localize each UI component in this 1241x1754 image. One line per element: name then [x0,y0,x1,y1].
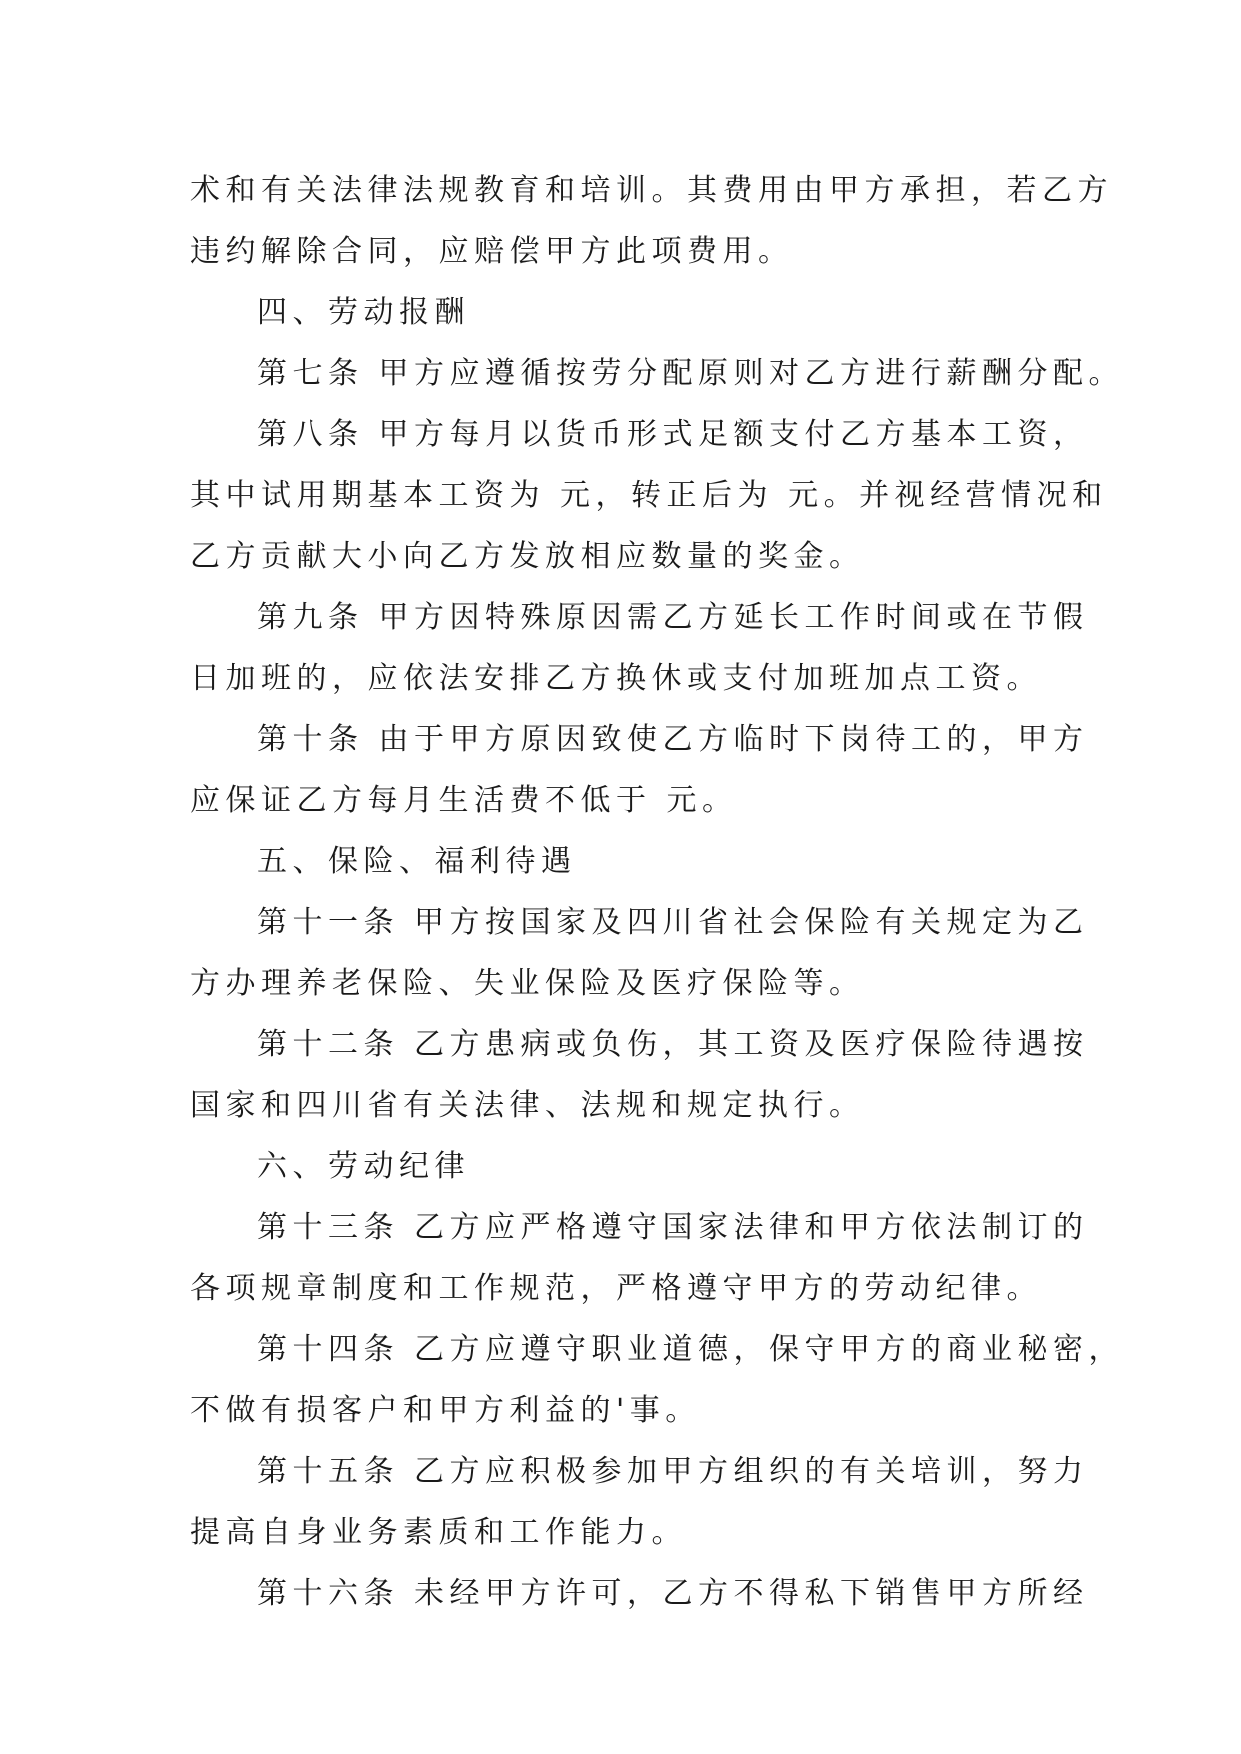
section-heading: 四、劳动报酬 [257,295,470,330]
article-line: 第八条 甲方每月以货币形式足额支付乙方基本工资， [257,417,1089,452]
text-line: 违约解除合同，应赔偿甲方此项费用。 [190,234,794,269]
section-heading: 五、保险、福利待遇 [257,844,577,879]
text-line: 各项规章制度和工作规范，严格遵守甲方的劳动纪律。 [190,1271,1042,1306]
article-line: 第七条 甲方应遵循按劳分配原则对乙方进行薪酬分配。 [257,356,1125,391]
text-line: 其中试用期基本工资为 元，转正后为 元。并视经营情况和 [190,478,1108,513]
text-line: 方办理养老保险、失业保险及医疗保险等。 [190,966,865,1001]
text-line: 乙方贡献大小向乙方发放相应数量的奖金。 [190,539,865,574]
article-line: 第十一条 甲方按国家及四川省社会保险有关规定为乙 [257,905,1089,940]
article-line: 第十六条 未经甲方许可，乙方不得私下销售甲方所经 [257,1576,1089,1611]
text-line: 提高自身业务素质和工作能力。 [190,1515,687,1550]
article-line: 第十条 由于甲方原因致使乙方临时下岗待工的，甲方 [257,722,1089,757]
article-line: 第十三条 乙方应严格遵守国家法律和甲方依法制订的 [257,1210,1089,1245]
text-line: 日加班的，应依法安排乙方换休或支付加班加点工资。 [190,661,1042,696]
section-heading: 六、劳动纪律 [257,1149,470,1184]
text-line: 国家和四川省有关法律、法规和规定执行。 [190,1088,865,1123]
text-line: 不做有损客户和甲方利益的'事。 [190,1393,701,1428]
article-line: 第九条 甲方因特殊原因需乙方延长工作时间或在节假 [257,600,1089,635]
article-line: 第十五条 乙方应积极参加甲方组织的有关培训，努力 [257,1454,1089,1489]
article-line: 第十四条 乙方应遵守职业道德，保守甲方的商业秘密， [257,1332,1125,1367]
text-line: 应保证乙方每月生活费不低于 元。 [190,783,738,818]
text-line: 术和有关法律法规教育和培训。其费用由甲方承担，若乙方 [190,173,1113,208]
document-page [190,160,1125,1624]
article-line: 第十二条 乙方患病或负伤，其工资及医疗保险待遇按 [257,1027,1089,1062]
